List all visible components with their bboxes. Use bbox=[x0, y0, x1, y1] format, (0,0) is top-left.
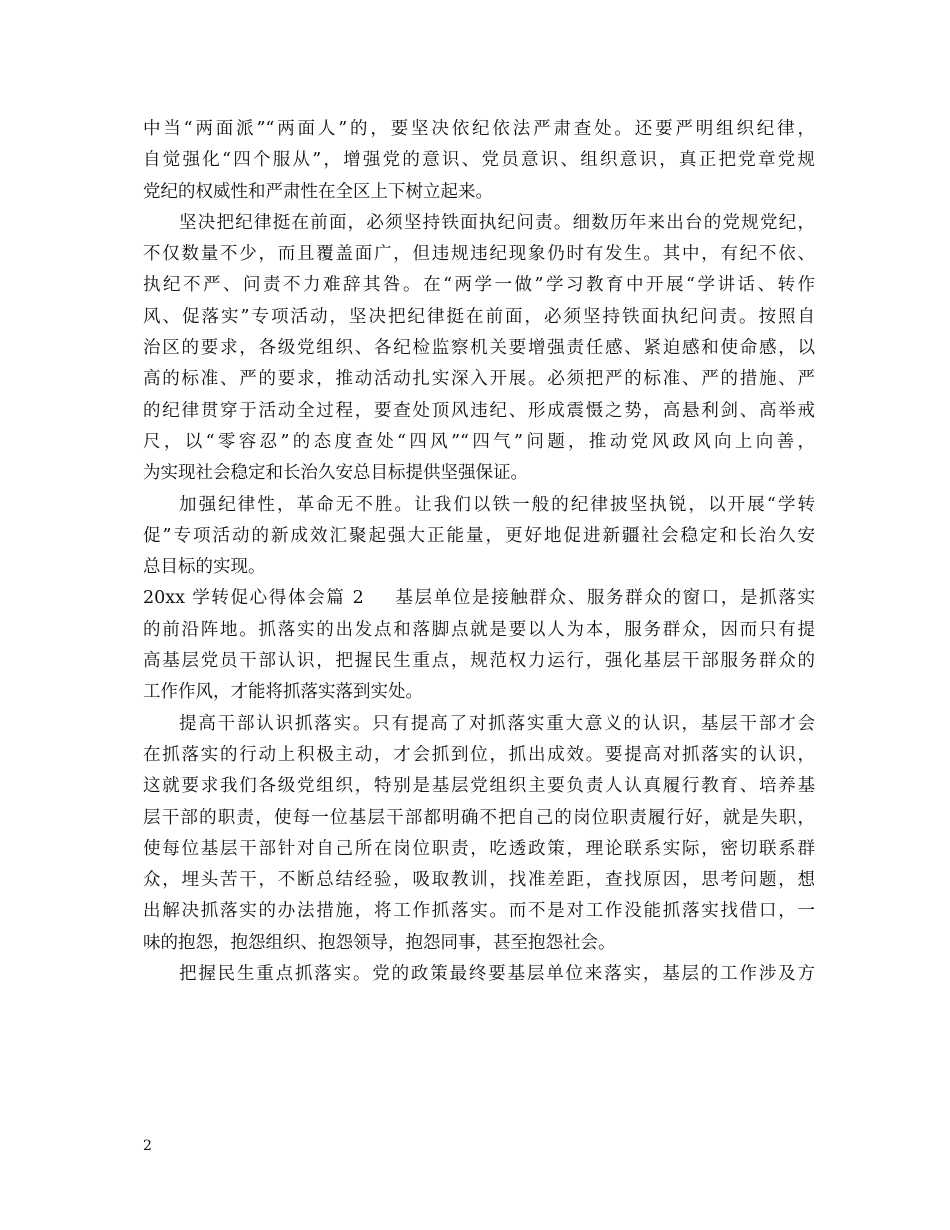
text-line: 高的标准、严的要求，推动活动扎实深入开展。必须把严的标准、严的措施、严 bbox=[143, 369, 815, 390]
text-line: 治区的要求，各级党组织、各纪检监察机关要增强责任感、紧迫感和使命感，以 bbox=[143, 338, 815, 359]
text-line: 尺，以“零容忍”的态度查处“四风”“四气”问题，推动党风政风向上向善， bbox=[143, 431, 815, 452]
paragraph-first-line: 加强纪律性，革命无不胜。让我们以铁一般的纪律披坚执锐，以开展“学转 bbox=[179, 494, 815, 515]
page-number: 2 bbox=[143, 1138, 152, 1154]
text-line: 总目标的实现。 bbox=[143, 557, 266, 578]
text-line: 中当“两面派”“两面人”的，要坚决依纪依法严肃查处。还要严明组织纪律， bbox=[143, 119, 815, 139]
text-line: 层干部的职责，使每一位基层干部都明确不把自己的岗位职责履行好，就是失职， bbox=[143, 807, 815, 828]
text-line: 使每位基层干部针对自己所在岗位职责，吃透政策，理论联系实际，密切联系群 bbox=[143, 838, 815, 859]
text-line: 工作作风，才能将抓落实落到实处。 bbox=[143, 682, 423, 703]
text-line: 的前沿阵地。抓落实的出发点和落脚点就是要以人为本，服务群众，因而只有提 bbox=[143, 619, 815, 640]
text-line: 为实现社会稳定和长治久安总目标提供坚强保证。 bbox=[143, 463, 528, 484]
section-heading: 20xx 学转促心得体会篇 2 bbox=[143, 588, 364, 609]
text-line: 党纪的权威性和严肃性在全区上下树立起来。 bbox=[143, 181, 493, 202]
paragraph-first-line: 提高干部认识抓落实。只有提高了对抓落实重大意义的认识，基层干部才会 bbox=[179, 713, 815, 734]
text-line: 自觉强化“四个服从”，增强党的意识、党员意识、组织意识，真正把党章党规 bbox=[143, 150, 815, 171]
text-line: 这就要求我们各级党组织，特别是基层党组织主要负责人认真履行教育、培养基 bbox=[143, 776, 815, 797]
text-line: 高基层党员干部认识，把握民生重点，规范权力运行，强化基层干部服务群众的 bbox=[143, 651, 815, 672]
section-heading-line bbox=[143, 583, 815, 614]
document-body bbox=[143, 114, 815, 990]
paragraph-first-line: 坚决把纪律挺在前面，必须坚持铁面执纪问责。细数历年来出台的党规党纪， bbox=[179, 212, 815, 233]
text-line: 执纪不严、问责不力难辞其咎。在“两学一做”学习教育中开展“学讲话、转作 bbox=[143, 275, 815, 296]
section-intro-text: 基层单位是接触群众、服务群众的窗口，是抓落实 bbox=[393, 588, 815, 609]
text-line: 的纪律贯穿于活动全过程，要查处顶风违纪、形成震慑之势，高悬利剑、高举戒 bbox=[143, 400, 815, 421]
text-line: 风、促落实”专项活动，坚决把纪律挺在前面，必须坚持铁面执纪问责。按照自 bbox=[143, 306, 815, 327]
text-line: 在抓落实的行动上积极主动，才会抓到位，抓出成效。要提高对抓落实的认识， bbox=[143, 744, 815, 765]
paragraph-first-line: 把握民生重点抓落实。党的政策最终要基层单位来落实，基层的工作涉及方 bbox=[179, 964, 815, 985]
text-line: 出解决抓落实的办法措施，将工作抓落实。而不是对工作没能抓落实找借口，一 bbox=[143, 901, 815, 922]
text-line: 不仅数量不少，而且覆盖面广，但违规违纪现象仍时有发生。其中，有纪不依、 bbox=[143, 244, 815, 265]
text-line: 众，埋头苦干，不断总结经验，吸取教训，找准差距，查找原因，思考问题，想 bbox=[143, 870, 815, 891]
text-line: 促”专项活动的新成效汇聚起强大正能量，更好地促进新疆社会稳定和长治久安 bbox=[143, 525, 815, 546]
text-line: 味的抱怨，抱怨组织、抱怨领导，抱怨同事，甚至抱怨社会。 bbox=[143, 932, 616, 953]
